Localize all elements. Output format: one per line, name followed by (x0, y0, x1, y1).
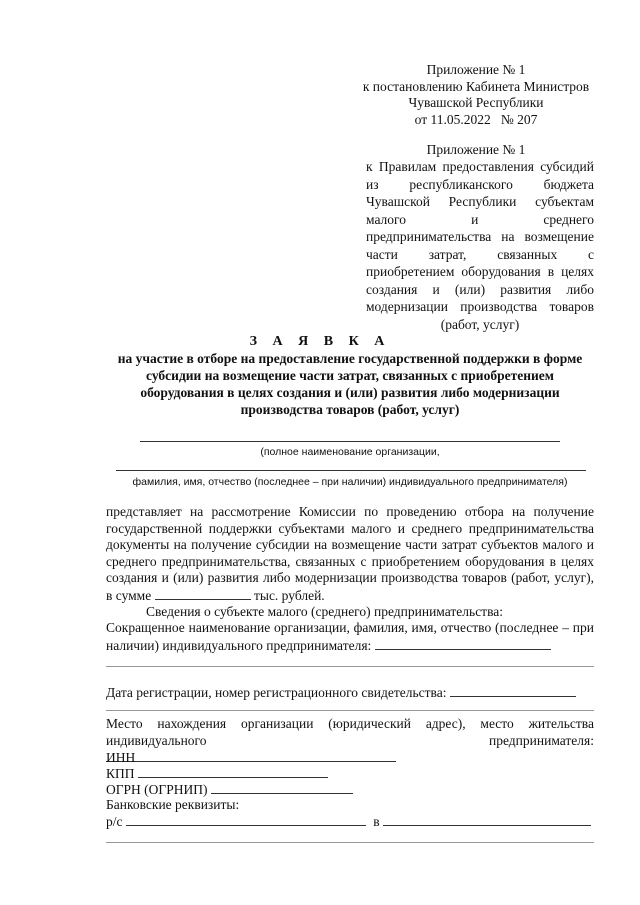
short-name-field[interactable] (375, 637, 551, 650)
reg-date-text: Дата регистрации, номер регистрационного свидетельства: (106, 685, 447, 700)
inn-label: ИНН (106, 750, 136, 765)
fio-line (116, 470, 586, 471)
appendix-header (356, 62, 596, 128)
document-subtitle: на участие в отборе на предоставление государственной поддержки в форме субсидии на возмещение части затрат, связанных с приобретением оборудования в целях создания и (или) развития либо модернизации производства товаров (работ, услуг) (117, 351, 583, 417)
amount-field[interactable] (155, 587, 251, 600)
reg-date-label (106, 684, 576, 701)
rs-field[interactable] (126, 813, 366, 826)
reg-date-field[interactable] (450, 684, 576, 697)
application-body (106, 504, 594, 605)
kpp-label: КПП (106, 766, 135, 781)
appendix-date: от 11.05.2022 № 207 (414, 111, 538, 127)
inn-field[interactable] (139, 749, 331, 762)
amount-unit: тыс. рублей. (253, 587, 325, 603)
appendix-rules-title: Приложение № 1 (426, 142, 526, 157)
appendix-resolution: к постановлению Кабинета Министров (362, 78, 590, 94)
rs-row (106, 813, 591, 830)
rs-label: р/с (106, 814, 123, 829)
appendix-republic: Чувашской Республики (408, 95, 544, 110)
bank-in-label: в (373, 814, 380, 829)
ogrn-label: ОГРН (ОГРНИП) (106, 782, 208, 797)
appendix-rules-text: к Правилам предоставления субсидий из республиканского бюджета Чувашской Республики субъектам малого и среднего предпринимательства на возмещение части затрат, связанных с приобретением оборудования в целях создания и (или) развития либо модернизации производства товаров (работ, услуг) (366, 159, 594, 332)
reg-date-extra-line[interactable] (106, 710, 594, 711)
inn-row (106, 749, 331, 766)
short-name-label (106, 620, 594, 654)
short-name-text: Сокращенное наименование организации, фамилия, имя, отчество (последнее – при наличии) индивидуального предпринимателя: (106, 620, 594, 653)
short-name-extra-line[interactable] (106, 666, 594, 667)
application-body-text: представляет на рассмотрение Комиссии по проведению отбора на получение государственной поддержки субъектами малого и среднего предпринимательства документы на получение субсидии на возмещение части затрат субъектов малого и среднего предпринимательства, связанных с приобретением оборудования в целях создания и (или) развития либо модернизации производства товаров (работ, услуг), в сумме (106, 504, 594, 603)
bank-name-field[interactable] (383, 813, 591, 826)
org-name-line (140, 441, 560, 442)
org-name-caption: (полное наименование организации, (260, 446, 440, 458)
ogrn-field[interactable] (211, 781, 353, 794)
bank-extra-line[interactable] (106, 842, 594, 843)
document-title: З А Я В К А (249, 334, 391, 349)
kpp-field[interactable] (138, 765, 328, 778)
bank-label: Банковские реквизиты: (106, 797, 240, 812)
ogrn-row (106, 781, 353, 798)
info-heading: Сведения о субъекте малого (среднего) предпринимательства: (146, 604, 504, 619)
fio-caption: фамилия, имя, отчество (последнее – при наличии) индивидуального предпринимателя) (132, 476, 568, 488)
kpp-row (106, 765, 328, 782)
location-text: Место нахождения организации (юридический адрес), место жительства индивидуального предпринимателя: (106, 716, 594, 748)
appendix-title: Приложение № 1 (426, 62, 526, 77)
